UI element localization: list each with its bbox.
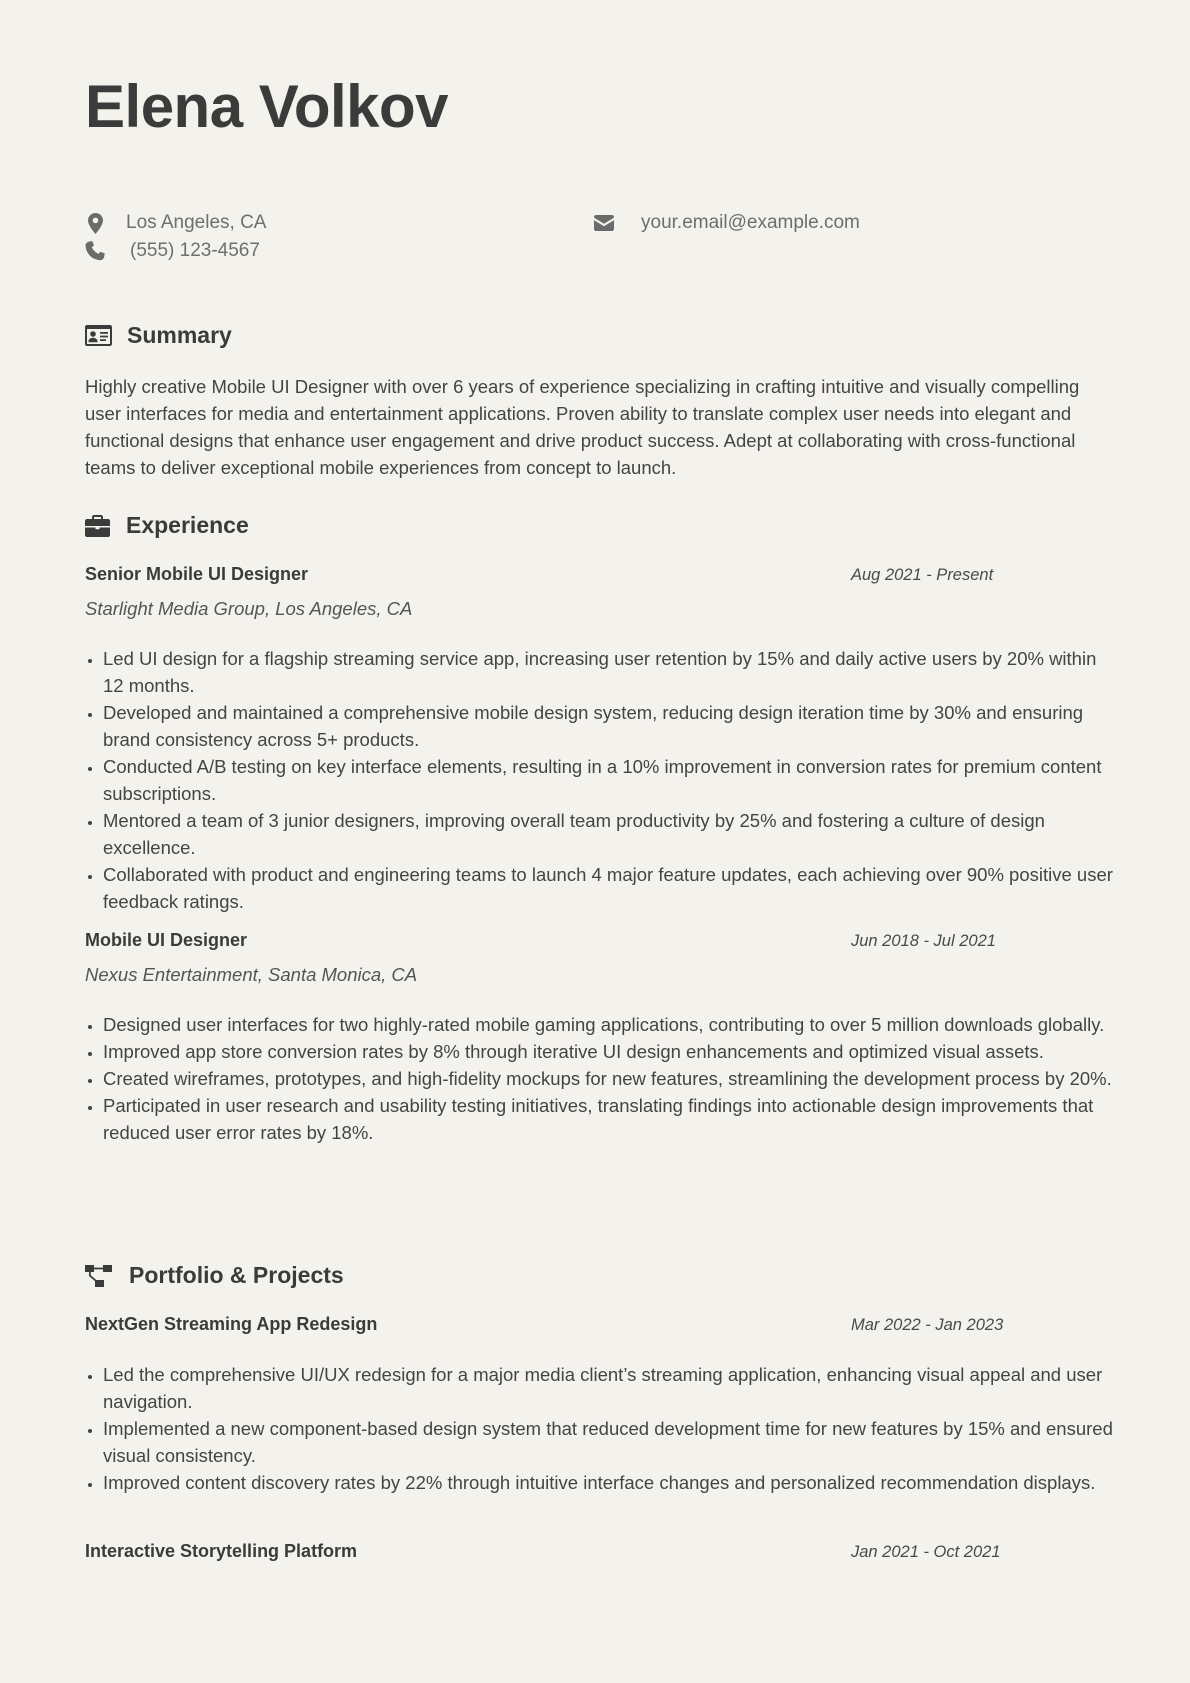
- list-item: • Improved content discovery rates by 22% through intuitive interface changes and personalized recommendation displays.: [103, 1469, 1115, 1496]
- contact-email: [594, 212, 860, 234]
- project-dates: Jan 2021 - Oct 2021: [851, 1543, 1001, 1561]
- summary-heading: [85, 322, 232, 349]
- phone-text: (555) 123-4567: [130, 240, 260, 261]
- contact-phone: [85, 240, 260, 262]
- list-item: • Led UI design for a flagship streaming service app, increasing user retention by 15% and daily active users by 20% within 12 months.: [103, 645, 1115, 699]
- job-title: Senior Mobile UI Designer: [85, 564, 309, 584]
- experience-title: Experience: [126, 512, 249, 538]
- location-text: Los Angeles, CA: [126, 212, 267, 233]
- projects-title: Portfolio & Projects: [129, 1262, 344, 1288]
- job-company: Nexus Entertainment, Santa Monica, CA: [85, 964, 418, 985]
- job-bullets: [85, 645, 1115, 915]
- list-item: • Mentored a team of 3 junior designers, improving overall team productivity by 25% and fostering a culture of design excellence.: [103, 807, 1115, 861]
- list-item: • Participated in user research and usability testing initiatives, translating findings into actionable design improvements that reduced user error rates by 18%.: [103, 1092, 1115, 1146]
- project-diagram-icon: [85, 1264, 113, 1288]
- list-item: • Developed and maintained a comprehensive mobile design system, reducing design iteration time by 30% and ensuring brand consistency across 5+ products.: [103, 699, 1115, 753]
- job-company: Starlight Media Group, Los Angeles, CA: [85, 598, 413, 619]
- experience-heading: [85, 512, 249, 539]
- phone-icon: [85, 240, 105, 262]
- envelope-icon: [594, 212, 614, 234]
- list-item: • Collaborated with product and engineering teams to launch 4 major feature updates, each achieving over 90% positive user feedback ratings.: [103, 861, 1115, 915]
- list-item: • Led the comprehensive UI/UX redesign for a major media client’s streaming application, enhancing visual appeal and user navigation.: [103, 1361, 1115, 1415]
- list-item: • Designed user interfaces for two highly-rated mobile gaming applications, contributing to over 5 million downloads globally.: [103, 1011, 1115, 1038]
- summary-text: Highly creative Mobile UI Designer with over 6 years of experience specializing in crafting intuitive and visually compelling user interfaces for media and entertainment applications. Proven ability to translate complex user needs into elegant and functional designs that enhance user engagement and drive product success. Adept at collaborating with cross-functional teams to deliver exceptional mobile experiences from concept to launch.: [85, 376, 1080, 478]
- list-item: • Implemented a new component-based design system that reduced development time for new features by 15% and ensured visual consistency.: [103, 1415, 1115, 1469]
- job-dates: Aug 2021 - Present: [851, 566, 994, 584]
- id-card-icon: [85, 324, 113, 348]
- list-item: • Conducted A/B testing on key interface elements, resulting in a 10% improvement in conversion rates for premium content subscriptions.: [103, 753, 1115, 807]
- project-dates: Mar 2022 - Jan 2023: [851, 1316, 1004, 1334]
- map-marker-icon: [85, 212, 105, 234]
- job-dates: Jun 2018 - Jul 2021: [851, 932, 996, 950]
- project-title: NextGen Streaming App Redesign: [85, 1314, 378, 1334]
- projects-heading: [85, 1262, 344, 1289]
- summary-title: Summary: [127, 322, 232, 348]
- job-title: Mobile UI Designer: [85, 930, 248, 950]
- list-item: • Improved app store conversion rates by 8% through iterative UI design enhancements and optimized visual assets.: [103, 1038, 1115, 1065]
- contact-location: [85, 212, 266, 234]
- project-title: Interactive Storytelling Platform: [85, 1541, 358, 1561]
- project-bullets: [85, 1361, 1115, 1496]
- summary-section: [85, 373, 1105, 481]
- candidate-name: Elena Volkov: [85, 73, 449, 140]
- email-text[interactable]: your.email@example.com: [641, 212, 860, 233]
- list-item: • Created wireframes, prototypes, and high-fidelity mockups for new features, streamlining the development process by 20%.: [103, 1065, 1115, 1092]
- job-bullets: [85, 1011, 1115, 1146]
- briefcase-icon: [85, 514, 113, 538]
